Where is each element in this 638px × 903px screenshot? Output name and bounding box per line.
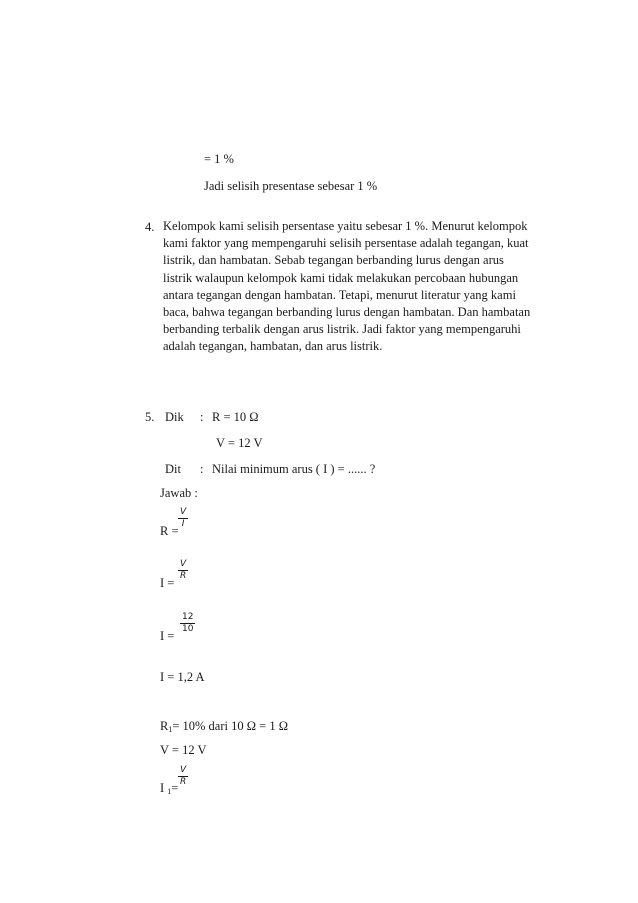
dit-label: Dit [165, 462, 181, 476]
item-number-4: 4. [145, 220, 155, 234]
paragraph-line: kami faktor yang mempengaruhi selisih persentase adalah tegangan, kuat [163, 236, 529, 251]
i1-line [160, 779, 178, 801]
fraction-denominator: R [180, 571, 187, 581]
r1-subscript: 1 [168, 725, 173, 734]
fraction-denominator: 10 [182, 624, 194, 634]
eq2-lhs: I = [160, 576, 175, 590]
paragraph-line: listrik, dan hambatan. Sebab tegangan berbanding lurus dengan arus [163, 253, 504, 268]
fraction-numerator: V [180, 507, 187, 517]
fraction-numerator: V [178, 765, 188, 777]
paragraph-line: listrik walaupun kelompok kami tidak melakukan percobaan hubungan [163, 270, 519, 285]
jawab-label: Jawab : [160, 486, 198, 500]
fraction-denominator: I [181, 519, 185, 529]
eq3-lhs: I = [160, 629, 175, 643]
eq4-result: I = 1,2 A [160, 670, 205, 684]
fraction-numerator: V [178, 559, 188, 571]
dik-label: Dik [165, 410, 184, 424]
i1-equals: = [171, 781, 179, 795]
fraction-12-over-10 [180, 612, 195, 635]
eq1-lhs: R = [160, 524, 179, 538]
fraction-v-over-r [178, 559, 188, 582]
fraction-v-over-r-2 [178, 765, 188, 788]
dik-v-value: V = 12 V [216, 436, 263, 450]
fraction-numerator: 12 [182, 612, 194, 622]
dit-colon: : [200, 462, 204, 476]
dik-r-value: R = 10 Ω [212, 410, 259, 424]
paragraph-line: Kelompok kami selisih persentase yaitu sebesar 1 %. Menurut kelompok [163, 219, 528, 233]
result-line: = 1 % [204, 152, 234, 166]
i1-subscript: 1 [167, 787, 172, 796]
paragraph-line: antara tegangan dengan hambatan. Tetapi, menurut literatur yang kami [163, 287, 516, 302]
dik-colon: : [200, 410, 204, 424]
r1-line [160, 717, 288, 739]
paragraph-line: adalah tegangan, hambatan, dan arus listrik. [163, 339, 383, 354]
dit-text: Nilai minimum arus ( I ) = ...... ? [212, 462, 376, 476]
r1-rest: = 10% dari 10 Ω = 1 Ω [172, 719, 288, 733]
paragraph-line: baca, bahwa tegangan berbanding lurus dengan hambatan. Dan hambatan [163, 305, 531, 320]
fraction-v-over-i [178, 507, 188, 530]
paragraph-line: berbanding terbalik dengan arus listrik. Jadi faktor yang mempengaruhi [163, 322, 521, 337]
conclusion-line: Jadi selisih presentase sebesar 1 % [204, 179, 378, 193]
answer-paragraph-4 [163, 218, 553, 356]
item-number-5: 5. [145, 410, 155, 424]
r1-symbol: R [160, 719, 169, 733]
fraction-denominator: R [180, 777, 187, 787]
v-line: V = 12 V [160, 743, 207, 757]
i1-symbol: I [160, 781, 165, 795]
